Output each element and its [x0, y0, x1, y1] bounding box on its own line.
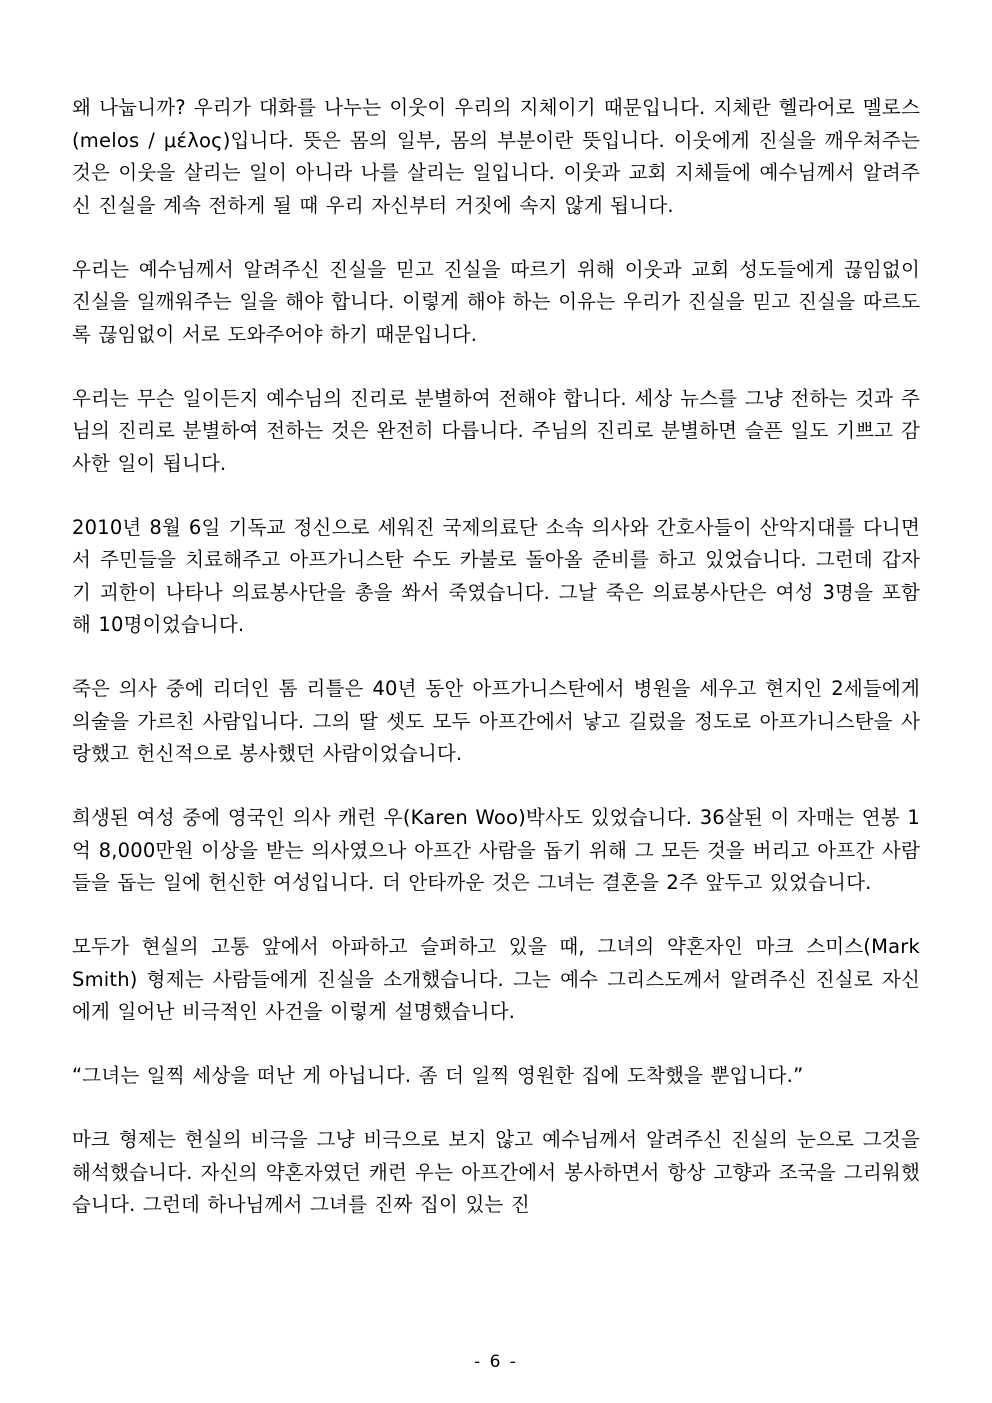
page-number: - 6 -: [474, 1352, 518, 1372]
paragraph: 희생된 여성 중에 영국인 의사 캐런 우(Karen Woo)박사도 있었습니다. 36살된 이 자매는 연봉 1억 8,000만원 이상을 받는 의사였으나 아프간 사람을 돕기 위해 그 모든 것을 버리고 아프간 사람들을 돕는 일에 헌신한 여성입니다. 더 안타까운 것은 그녀는 결혼을 2주 앞두고 있었습니다.: [72, 806, 920, 894]
paragraph: 모두가 현실의 고통 앞에서 아파하고 슬퍼하고 있을 때, 그녀의 약혼자인 마크 스미스(Mark Smith) 형제는 사람들에게 진실을 소개했습니다. 그는 예수 그리스도께서 알려주신 진실로 자신에게 일어난 비극적인 사건을 이렇게 설명했습니다.: [72, 935, 920, 1023]
paragraph: 2010년 8월 6일 기독교 정신으로 세워진 국제의료단 소속 의사와 간호사들이 산악지대를 다니면서 주민들을 치료해주고 아프가니스탄 수도 카불로 돌아올 준비를 하고 있었습니다. 그런데 갑자기 괴한이 나타나 의료봉사단을 총을 쏴서 죽였습니다. 그날 죽은 의료봉사단은 여성 3명을 포함해 10명이었습니다.: [72, 515, 920, 636]
paragraph: 마크 형제는 현실의 비극을 그냥 비극으로 보지 않고 예수님께서 알려주신 진실의 눈으로 그것을 해석했습니다. 자신의 약혼자였던 캐런 우는 아프간에서 봉사하면서 항상 고향과 조국을 그리워했습니다. 그런데 하나님께서 그녀를 진짜 집이 있는 진: [72, 1128, 920, 1216]
quote-paragraph: “그녀는 일찍 세상을 떠난 게 아닙니다. 좀 더 일찍 영원한 집에 도착했을 뿐입니다.”: [72, 1064, 804, 1087]
paragraph: 우리는 무슨 일이든지 예수님의 진리로 분별하여 전해야 합니다. 세상 뉴스를 그냥 전하는 것과 주님의 진리로 분별하여 전하는 것은 완전히 다릅니다. 주님의 진리로 분별하면 슬픈 일도 기쁘고 감사한 일이 됩니다.: [72, 386, 920, 475]
paragraph: 왜 나눕니까? 우리가 대화를 나누는 이웃이 우리의 지체이기 때문입니다. 지체란 헬라어로 멜로스(melos / μέλος)입니다. 뜻은 몸의 일부, 몸의 부분이란 뜻입니다. 이웃에게 진실을 깨우쳐주는 것은 이웃을 살리는 일이 아니라 나를 살리는 일입니다. 이웃과 교회 지체들에 예수님께서 알려주신 진실을 계속 전하게 될 때 우리 자신부터 거짓에 속지 않게 됩니다.: [72, 96, 920, 217]
paragraph: 죽은 의사 중에 리더인 톰 리틀은 40년 동안 아프가니스탄에서 병원을 세우고 현지인 2세들에게 의술을 가르친 사람입니다. 그의 딸 셋도 모두 아프간에서 낳고 길렀을 정도로 아프가니스탄을 사랑했고 헌신적으로 봉사했던 사람이었습니다.: [72, 677, 920, 765]
paragraph: 우리는 예수님께서 알려주신 진실을 믿고 진실을 따르기 위해 이웃과 교회 성도들에게 끊임없이 진실을 일깨워주는 일을 해야 합니다. 이렇게 해야 하는 이유는 우리가 진실을 믿고 진실을 따르도록 끊임없이 서로 도와주어야 하기 때문입니다.: [72, 257, 920, 346]
document-body: [72, 92, 920, 1253]
